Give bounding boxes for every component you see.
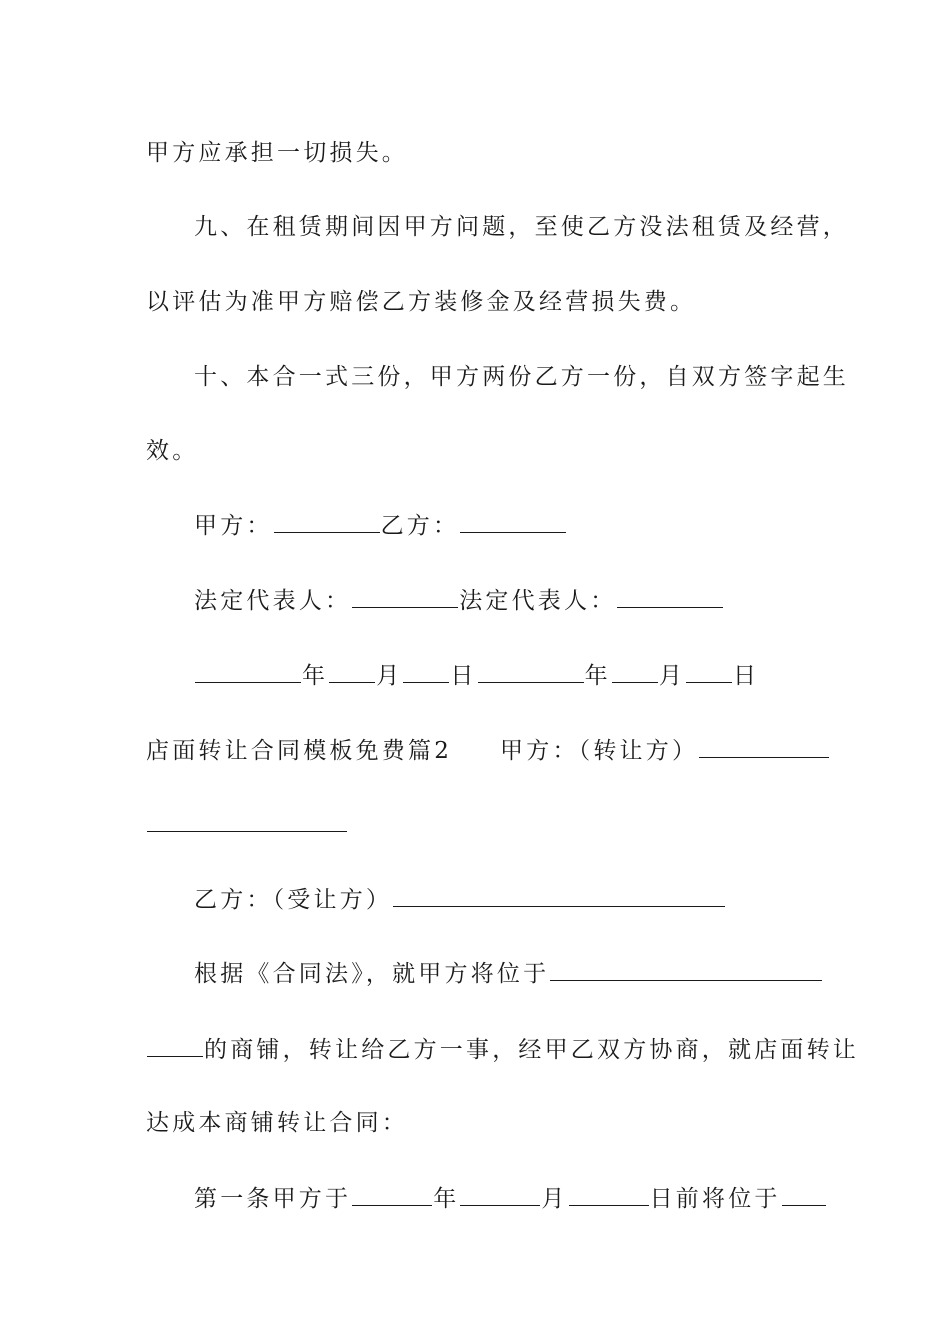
article-one-month-blank bbox=[460, 1183, 540, 1206]
article-one-location-blank bbox=[782, 1183, 826, 1206]
day-b-label: 日 bbox=[733, 663, 760, 689]
month-a-blank bbox=[329, 660, 375, 683]
contract2-party-b-label: 乙方：（受让方） bbox=[194, 887, 393, 913]
date-line bbox=[194, 660, 759, 691]
month-a-label: 月 bbox=[376, 663, 403, 689]
legal-rep-b-blank bbox=[617, 585, 723, 608]
month-b-blank bbox=[612, 660, 658, 683]
party-a-blank bbox=[274, 510, 380, 533]
year-a-label: 年 bbox=[302, 663, 329, 689]
party-a-label: 甲方： bbox=[194, 513, 273, 539]
contract2-basis-text-1: 根据《合同法》，就甲方将位于 bbox=[194, 961, 550, 987]
contract2-party-a-continued bbox=[146, 809, 348, 840]
article-one-year-blank bbox=[352, 1183, 432, 1206]
contract2-basis-line-3: 达成本商铺转让合同： bbox=[146, 1110, 408, 1136]
article-one-month-label: 月 bbox=[541, 1186, 568, 1212]
shop-location-blank bbox=[550, 958, 822, 981]
article-one-year-label: 年 bbox=[433, 1186, 460, 1212]
contract2-party-a-label: 甲方：（转让方） bbox=[500, 738, 699, 764]
legal-rep-a-blank bbox=[352, 585, 458, 608]
article-one-line bbox=[194, 1183, 827, 1214]
day-b-blank bbox=[686, 660, 732, 683]
contract2-basis-line-2 bbox=[146, 1034, 859, 1065]
legal-rep-b-label: 法定代表人： bbox=[459, 588, 617, 614]
article-one-day-label: 日前将位于 bbox=[649, 1186, 781, 1212]
legal-rep-line bbox=[194, 585, 724, 616]
party-b-label: 乙方： bbox=[380, 513, 460, 539]
article-one-day-blank bbox=[569, 1183, 649, 1206]
day-a-label: 日 bbox=[450, 663, 477, 689]
contract2-basis-line-1 bbox=[194, 958, 823, 989]
party-b-blank bbox=[460, 510, 566, 533]
clause-nine-line-2: 以评估为准甲方赔偿乙方装修金及经营损失费。 bbox=[146, 289, 697, 315]
day-a-blank bbox=[403, 660, 449, 683]
legal-rep-a-label: 法定代表人： bbox=[194, 588, 352, 614]
contract2-title-line bbox=[146, 735, 830, 766]
clause-ten-line-2: 效。 bbox=[146, 438, 199, 464]
article-one-text: 第一条甲方于 bbox=[194, 1186, 352, 1212]
clause-nine-line-1: 九、在租赁期间因甲方问题，至使乙方没法租赁及经营， bbox=[194, 214, 849, 240]
month-b-label: 月 bbox=[658, 663, 686, 689]
contract2-party-b-line bbox=[194, 884, 726, 915]
shop-location-blank-continued bbox=[147, 1034, 203, 1057]
contract2-party-a-blank-continued bbox=[147, 809, 347, 832]
contract2-basis-text-2: 的商铺，转让给乙方一事，经甲乙双方协商，就店面转让 bbox=[204, 1037, 859, 1063]
paragraph-loss: 甲方应承担一切损失。 bbox=[146, 140, 408, 166]
clause-ten-line-1: 十、本合一式三份，甲方两份乙方一份，自双方签字起生 bbox=[194, 364, 849, 390]
year-a-blank bbox=[195, 660, 301, 683]
contract2-party-a-blank bbox=[699, 735, 829, 758]
year-b-blank bbox=[478, 660, 584, 683]
contract2-party-b-blank bbox=[393, 884, 725, 907]
party-signature-line bbox=[194, 510, 567, 541]
contract2-title: 店面转让合同模板免费篇2 bbox=[146, 738, 453, 764]
year-b-label: 年 bbox=[584, 663, 611, 689]
